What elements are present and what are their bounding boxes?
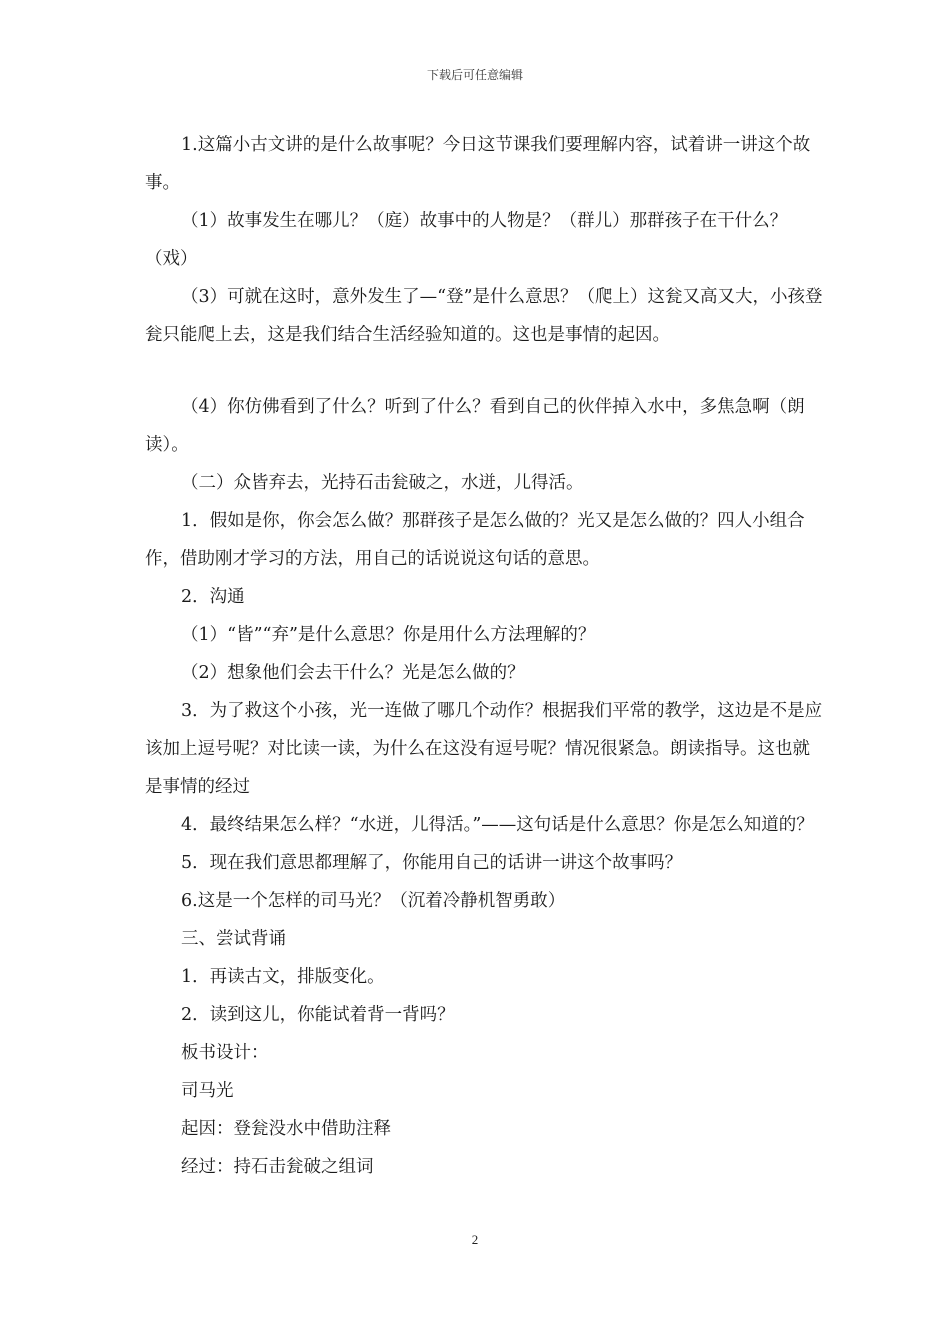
paragraph-gap (145, 354, 825, 388)
paragraph-2: （1）故事发生在哪儿？（庭）故事中的人物是？（群儿）那群孩子在干什么？（戏） (145, 211, 788, 269)
board-design-process: 经过：持石击瓮破之组词 (181, 1157, 374, 1177)
page-number: 2 (471, 1232, 479, 1247)
board-design-label: 板书设计： (181, 1043, 269, 1063)
paragraph-3: （3）可就在这时，意外发生了—“登”是什么意思？（爬上）这瓮又高又大，小孩登瓮只能爬上去，这是我们结合生活经验知道的。这也是事情的起因。 (145, 287, 823, 345)
paragraph-10: 3．为了救这个小孩，光一连做了哪几个动作？根据我们平常的教学，这边是不是应该加上逗号呢？对比读一读，为什么在这没有逗号呢？情况很紧急。朗读指导。这也就是事情的经过 (145, 701, 823, 797)
paragraph-12: 5．现在我们意思都理解了，你能用自己的话讲一讲这个故事吗？ (181, 853, 683, 873)
paragraph-16: 2．读到这儿，你能试着背一背吗？ (181, 1005, 455, 1025)
paragraph-11: 4．最终结果怎么样？“水迸，儿得活。”——这句话是什么意思？你是怎么知道的？ (181, 815, 814, 835)
paragraph-8: （1）“皆”“弃”是什么意思？你是用什么方法理解的？ (181, 625, 596, 645)
paragraph-1: 1.这篇小古文讲的是什么故事呢？今日这节课我们要理解内容，试着讲一讲这个故事。 (145, 135, 811, 193)
board-design-title: 司马光 (181, 1081, 234, 1101)
board-design-cause: 起因：登瓮没水中借助注释 (181, 1119, 391, 1139)
paragraph-13: 6.这是一个怎样的司马光？（沉着冷静机智勇敢） (181, 891, 566, 911)
document-body (145, 126, 825, 1186)
paragraph-7: 2．沟通 (181, 587, 245, 607)
paragraph-15: 1．再读古文，排版变化。 (181, 967, 385, 987)
paragraph-9: （2）想象他们会去干什么？光是怎么做的？ (181, 663, 525, 683)
page-header: 下载后可任意编辑 (426, 68, 523, 82)
paragraph-5: （二）众皆弃去，光持石击瓮破之，水迸，儿得活。 (181, 473, 584, 493)
paragraph-4: （4）你仿佛看到了什么？听到了什么？看到自己的伙伴掉入水中，多焦急啊（朗读）。 (145, 397, 805, 455)
section-heading-recite: 三、尝试背诵 (181, 929, 286, 949)
paragraph-6: 1．假如是你，你会怎么做？那群孩子是怎么做的？光又是怎么做的？四人小组合作，借助刚才学习的方法，用自己的话说说这句话的意思。 (145, 511, 805, 569)
